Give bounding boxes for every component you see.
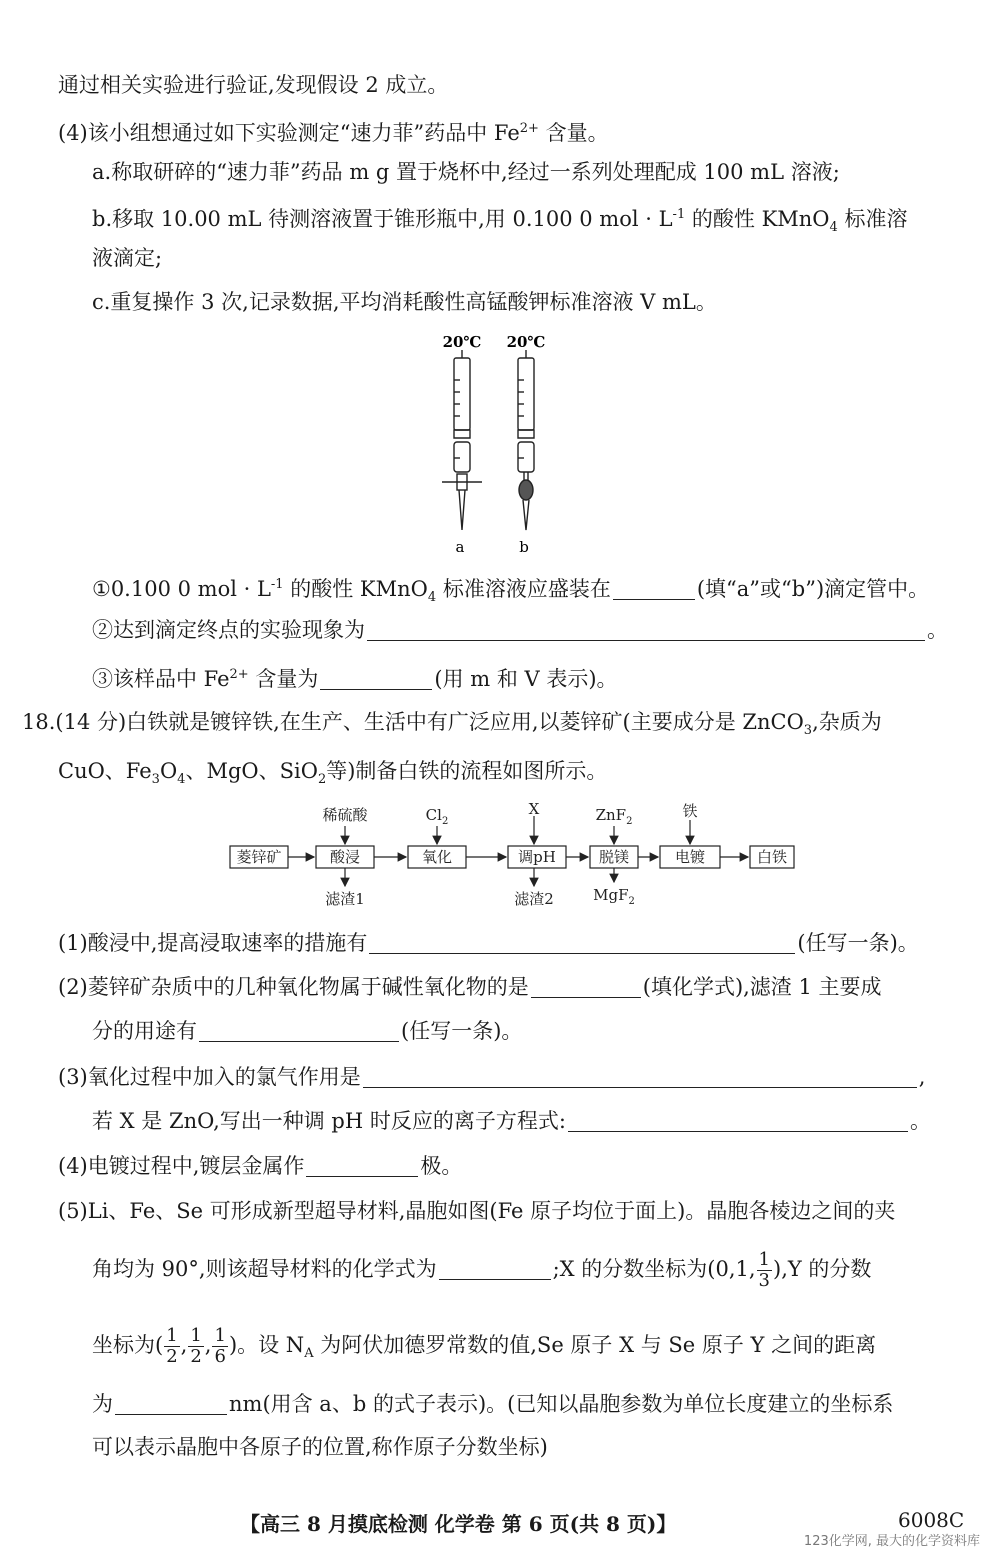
footer-code: 6008C <box>898 1508 965 1532</box>
q18-part5: (5)Li、Fe、Se 可形成新型超导材料,晶胞如图(Fe 原子均位于面上)。晶胞各棱边之间的夹 <box>58 1199 896 1223</box>
q18-part5-line2: 角均为 90°,则该超导材料的化学式为 ;X 的分数坐标为(0,1, $\frac{1}{3}$ ),Y 的分数 <box>92 1249 872 1291</box>
q4-step-a: a.称取研碎的“速力菲”药品 m g 置于烧杯中,经过一系列处理配成 100 mL 溶液; <box>92 160 840 184</box>
q4-sub1: ①0.100 0 mol · $L^{-1}$ 的酸性 KMnO$_4$ 标准溶液应盛装在 (填“a”或“b”)滴定管中。 <box>92 577 930 606</box>
burette-a-temp: 20℃ <box>442 333 482 351</box>
flow-input-iron: 铁 <box>682 802 698 820</box>
q4-step-b-cont: 液滴定; <box>92 246 163 270</box>
fraction: $\frac{1}{3}$ <box>758 1249 770 1291</box>
q4-sub2: ②达到滴定终点的实验现象为 。 <box>92 618 948 642</box>
burette-figure <box>430 330 570 560</box>
burette-b-temp: 20℃ <box>506 333 546 351</box>
flow-output-mgf2: MgF$_2$ <box>593 886 635 907</box>
answer-blank[interactable] <box>613 577 695 600</box>
footer-title: 【高三 8 月摸底检测 化学卷 第 6 页(共 8 页)】 <box>240 1512 677 1536</box>
burette-a <box>442 350 482 530</box>
answer-blank[interactable] <box>115 1392 227 1415</box>
burette-b <box>518 350 534 530</box>
q4-sub3: ③该样品中 $Fe^{2+}$ 含量为 (用 m 和 V 表示)。 <box>92 667 618 691</box>
fraction: $\frac{1}{2}$ <box>190 1325 202 1367</box>
answer-blank[interactable] <box>199 1019 399 1042</box>
q18-head: 18.(14 分)白铁就是镀锌铁,在生产、生活中有广泛应用,以菱锌矿(主要成分是 ZnCO$_3$,杂质为 <box>22 710 882 739</box>
q18-part5-line3: 坐标为( $\frac{1}{2}$ , $\frac{1}{2}$ , $\frac{1}{6}$ )。设 $N_A$ 为阿伏加德罗常数的值,Se 原子 X 与 Se 原子 Y 之间的距离 <box>92 1325 877 1367</box>
flow-label-product: 白铁 <box>756 848 788 866</box>
flow-input-acid: 稀硫酸 <box>322 806 368 824</box>
intro-line: 通过相关实验进行验证,发现假设 2 成立。 <box>58 73 449 97</box>
q18-part5-line5: 可以表示晶胞中各原子的位置,称作原子分数坐标) <box>92 1435 548 1459</box>
flow-label-oxidize: 氧化 <box>421 848 453 866</box>
fraction: $\frac{1}{6}$ <box>214 1325 226 1367</box>
flow-output-residue2: 滤渣2 <box>514 890 554 908</box>
fraction: $\frac{1}{2}$ <box>166 1325 178 1367</box>
q18-part2-cont: 分的用途有 (任写一条)。 <box>92 1019 523 1043</box>
flow-label-ph: 调pH <box>518 848 556 866</box>
flow-input-znf2: ZnF$_2$ <box>595 806 633 827</box>
answer-blank[interactable] <box>306 1154 418 1177</box>
flow-label-plate: 电镀 <box>674 848 706 866</box>
q4-step-c: c.重复操作 3 次,记录数据,平均消耗酸性高锰酸钾标准溶液 V mL。 <box>92 290 717 314</box>
answer-blank[interactable] <box>439 1257 551 1280</box>
burette-a-label: a <box>455 538 465 556</box>
answer-blank[interactable] <box>320 667 432 690</box>
q18-part2: (2)菱锌矿杂质中的几种氧化物属于碱性氧化物的是 (填化学式),滤渣 1 主要成 <box>58 975 882 999</box>
q18-part3: (3)氧化过程中加入的氯气作用是 , <box>58 1065 926 1089</box>
answer-blank[interactable] <box>568 1109 908 1132</box>
q18-part1: (1)酸浸中,提高浸取速率的措施有 (任写一条)。 <box>58 931 919 955</box>
flow-label-leach: 酸浸 <box>329 848 361 866</box>
answer-blank[interactable] <box>369 931 795 954</box>
q4-step-b: b.移取 10.00 mL 待测溶液置于锥形瓶中,用 0.100 0 mol · $L^{-1}$ 的酸性 KMnO$_4$ 标准溶 <box>92 207 908 236</box>
answer-blank[interactable] <box>363 1065 917 1088</box>
q18-part5-line4: 为 nm(用含 a、b 的式子表示)。(已知以晶胞参数为单位长度建立的坐标系 <box>92 1392 894 1416</box>
q18-part4: (4)电镀过程中,镀层金属作 极。 <box>58 1154 463 1178</box>
flow-input-cl2: $Cl_2$ <box>425 806 449 827</box>
q18-part3-cont: 若 X 是 ZnO,写出一种调 pH 时反应的离子方程式: 。 <box>92 1109 931 1133</box>
answer-blank[interactable] <box>531 975 641 998</box>
flow-input-x: X <box>528 800 540 818</box>
flow-chart <box>228 800 798 908</box>
flow-label-demag: 脱镁 <box>598 848 630 866</box>
q4-stem: (4)该小组想通过如下实验测定“速力菲”药品中 $Fe^{2+}$ 含量。 <box>58 121 609 145</box>
flow-output-residue1: 滤渣1 <box>325 890 365 908</box>
flow-label-ore: 菱锌矿 <box>236 848 282 866</box>
answer-blank[interactable] <box>367 618 925 641</box>
q18-line2: CuO、$Fe_3O_4$、MgO、SiO$_2$等)制备白铁的流程如图所示。 <box>58 759 608 788</box>
burette-b-label: b <box>519 538 529 556</box>
watermark: 123化学网, 最大的化学资料库 <box>803 1534 980 1549</box>
